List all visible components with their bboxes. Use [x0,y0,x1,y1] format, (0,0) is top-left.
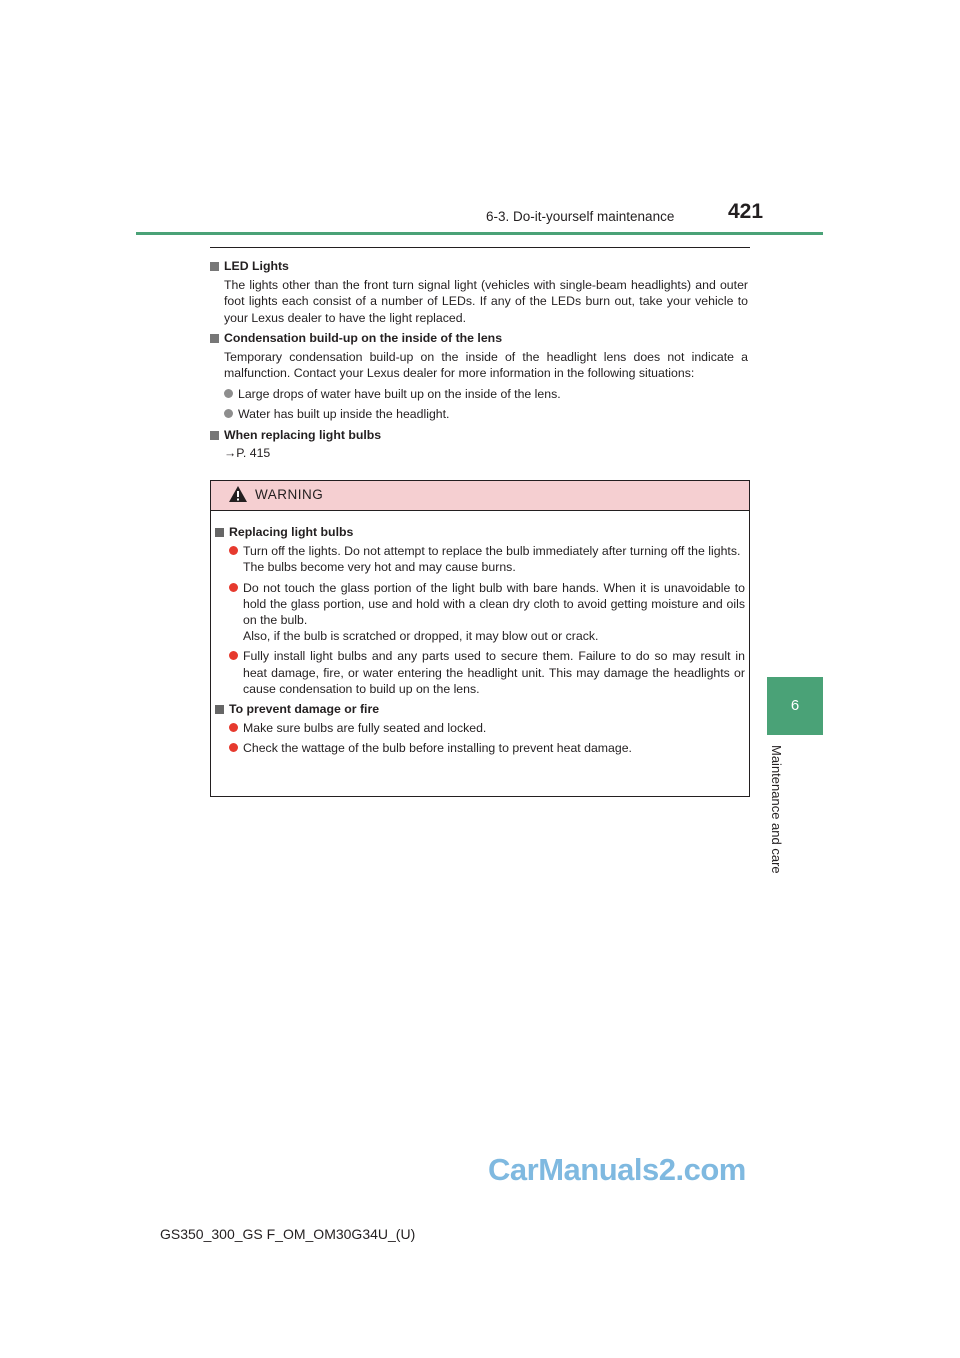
section-text: Temporary condensation build-up on the inside of the headlight lens does not indicate a malfunction. Contact your Lexus dealer for more information in the following situations: [224,349,748,380]
warning-body [215,524,745,761]
header-rule [136,232,823,235]
list-item: Check the wattage of the bulb before installing to prevent heat damage. [215,740,745,756]
circle-bullet-icon [229,743,238,752]
circle-bullet-icon [229,723,238,732]
section-heading: LED Lights [210,258,748,275]
warning-title: WARNING [255,487,324,502]
main-content [210,258,748,466]
chapter-label: Maintenance and care [769,745,784,874]
section-heading: When replacing light bulbs [210,427,748,444]
list-item: Make sure bulbs are fully seated and locked. [215,720,745,736]
circle-bullet-icon [224,389,233,398]
square-bullet-icon [210,334,219,343]
square-bullet-icon [215,528,224,537]
section-heading: Condensation build-up on the inside of the lens [210,330,748,347]
section-title: 6-3. Do-it-yourself maintenance [486,209,675,224]
warning-header [211,481,749,511]
square-bullet-icon [210,431,219,440]
warning-heading: Replacing light bulbs [215,524,745,540]
page-number: 421 [728,200,764,223]
warning-box [210,480,750,797]
circle-bullet-icon [224,409,233,418]
list-item: Fully install light bulbs and any parts used to secure them. Failure to do so may result in heat damage, fire, or water entering the headlight unit. This may damage the headlights or cause condensation to build up on the lens. [215,648,745,697]
circle-bullet-icon [229,546,238,555]
document-code: GS350_300_GS F_OM_OM30G34U_(U) [160,1226,416,1242]
circle-bullet-icon [229,583,238,592]
warning-triangle-icon [228,485,248,503]
list-item: Do not touch the glass portion of the light bulb with bare hands. When it is unavoidable to hold the glass portion, use and hold with a clean dry cloth to avoid getting moisture and oils on the bulb. Also, if the bulb is scratched or dropped, it may blow out or crack. [215,580,745,645]
chapter-tab[interactable]: 6 [767,677,823,735]
divider [210,247,750,248]
list-item: Turn off the lights. Do not attempt to replace the bulb immediately after turning off the lights. The bulbs become very hot and may cause burns. [215,543,745,575]
warning-heading: To prevent damage or fire [215,701,745,717]
section-text: The lights other than the front turn signal light (vehicles with single-beam headlights) and outer foot lights each consist of a number of LEDs. If any of the LEDs burn out, take your vehicle to your Lexus dealer to have the light replaced. [224,277,748,325]
square-bullet-icon [215,705,224,714]
circle-bullet-icon [229,651,238,660]
square-bullet-icon [210,262,219,271]
watermark-logo: CarManuals2.com [488,1152,746,1187]
page-reference-link[interactable]: →P. 415 [224,446,271,460]
list-item: Water has built up inside the headlight. [210,406,748,423]
list-item: Large drops of water have built up on the inside of the lens. [210,386,748,403]
